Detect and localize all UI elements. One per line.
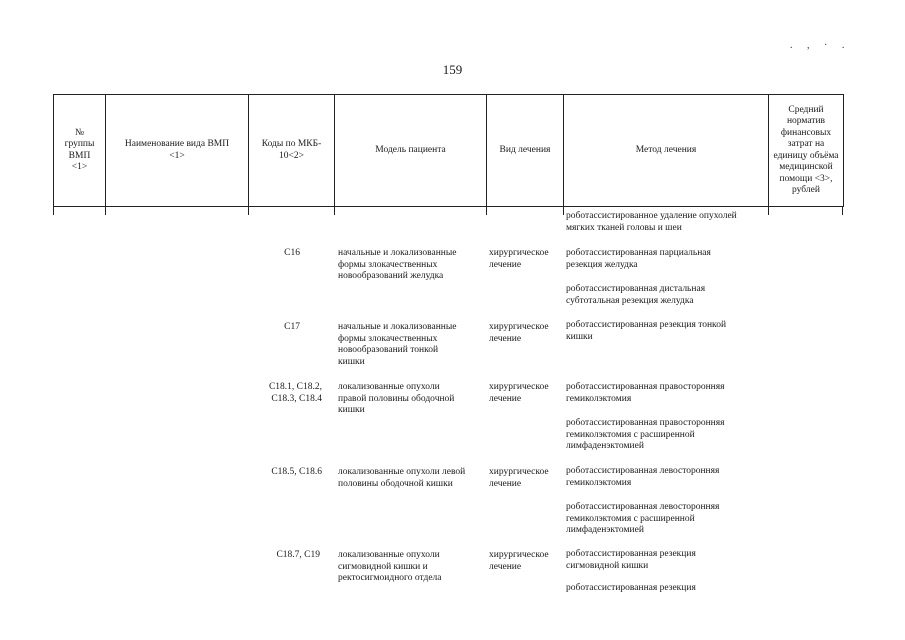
method-text: роботассистированная резекция сигмовидной кишки — [566, 549, 696, 571]
page-number: 159 — [442, 62, 463, 77]
patient-model: локализованные опухоли левой половины ободочной кишки — [338, 467, 466, 489]
method-text: роботассистированное удаление опухолей мягких тканей головы и шеи — [566, 211, 737, 233]
header-group-number: № группы ВМП <1> — [54, 95, 106, 207]
column-divider — [486, 207, 487, 215]
header-treatment-type: Вид лечения — [487, 95, 564, 207]
icd-code: C16 — [284, 248, 300, 258]
patient-model: локализованные опухоли правой половины ободочной кишки — [338, 382, 455, 415]
treatment-type: хирургическое лечение — [489, 467, 549, 489]
table-header — [53, 94, 844, 207]
column-divider — [842, 207, 843, 215]
patient-model: начальные и локализованные формы злокачественных новообразований желудка — [338, 248, 457, 281]
icd-code: C18.5, C18.6 — [271, 467, 322, 477]
method-text: роботассистированная правосторонняя гемиколэктомия — [566, 382, 725, 404]
column-divider — [563, 207, 564, 215]
icd-code: C18.1, C18.2, C18.3, C18.4 — [268, 382, 322, 404]
method-text: роботассистированная правосторонняя гемиколэктомия с расширенной лимфаденэктомией — [566, 418, 725, 451]
treatment-type: хирургическое лечение — [489, 248, 549, 270]
column-divider — [53, 207, 54, 215]
header-average-cost: Средний норматив финансовых затрат на единицу объёма медицинской помощи <3>, рублей — [769, 95, 844, 207]
column-divider — [105, 207, 106, 215]
method-text: роботассистированная левосторонняя гемиколэктомия с расширенной лимфаденэктомией — [566, 502, 720, 535]
icd-code: C18.7, C19 — [276, 550, 320, 560]
method-text: роботассистированная дистальная субтотальная резекция желудка — [566, 284, 706, 306]
header-treatment-method: Метод лечения — [564, 95, 769, 207]
treatment-type: хирургическое лечение — [489, 382, 549, 404]
treatment-type: хирургическое лечение — [489, 322, 549, 344]
method-text: роботассистированная парциальная резекция желудка — [566, 248, 711, 270]
header-vmp-name: Наименование вида ВМП <1> — [106, 95, 249, 207]
header-patient-model: Модель пациента — [335, 95, 487, 207]
header-icd-codes: Коды по МКБ- 10<2> — [249, 95, 335, 207]
treatment-type: хирургическое лечение — [489, 550, 549, 572]
method-text: роботассистированная резекция — [566, 583, 696, 593]
corner-marks: . , · . — [790, 40, 851, 51]
column-divider — [248, 207, 249, 215]
patient-model: локализованные опухоли сигмовидной кишки и ректосигмоидного отдела — [338, 550, 442, 583]
method-text: роботассистированная резекция тонкой кишки — [566, 320, 727, 342]
method-text: роботассистированная левосторонняя гемиколэктомия — [566, 466, 720, 488]
patient-model: начальные и локализованные формы злокачественных новообразований тонкой кишки — [338, 322, 457, 367]
column-divider — [334, 207, 335, 215]
icd-code: C17 — [284, 322, 300, 332]
